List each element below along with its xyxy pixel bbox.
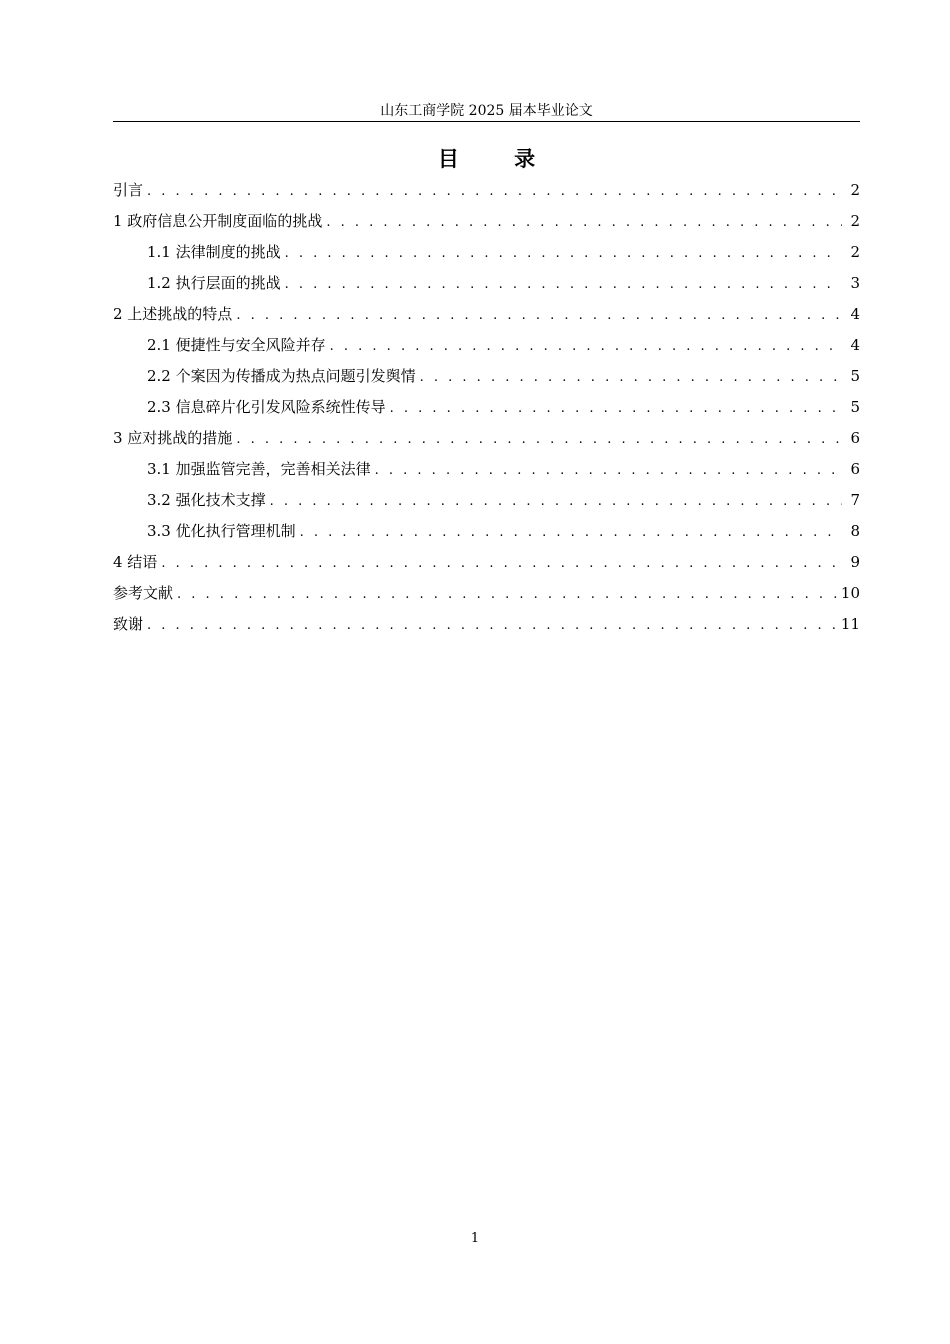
- toc-entry-label: 3.3 优化执行管理机制: [147, 522, 296, 540]
- toc-entry[interactable]: [113, 485, 860, 516]
- toc-dot-leader: [326, 207, 842, 238]
- toc-entry[interactable]: [113, 361, 860, 392]
- toc-entry-label: 3.2 强化技术支撑: [147, 491, 266, 509]
- toc-entry-label: 2.3 信息碎片化引发风险系统性传导: [147, 398, 386, 416]
- toc-dot-leader: [390, 393, 842, 424]
- toc-entry-page: 5: [850, 367, 860, 385]
- toc-dot-leader: [161, 548, 842, 579]
- toc-dot-leader: [147, 610, 837, 641]
- toc-dot-leader: [236, 300, 842, 331]
- toc-entry-label: 1.1 法律制度的挑战: [147, 243, 281, 261]
- toc-entry-page: 6: [850, 429, 860, 447]
- toc-dot-leader: [285, 238, 842, 269]
- toc-dot-leader: [177, 579, 837, 610]
- toc-entry-label: 2 上述挑战的特点: [113, 305, 233, 323]
- toc-title: 目 录: [437, 146, 560, 171]
- toc-entry-label: 4 结语: [113, 553, 158, 571]
- running-header: 山东工商学院 2025 届本毕业论文: [380, 103, 593, 119]
- toc-entry[interactable]: [113, 454, 860, 485]
- toc-entry-page: 9: [850, 553, 860, 571]
- toc-dot-leader: [270, 486, 842, 517]
- toc-entry[interactable]: [113, 237, 860, 268]
- toc-entry-page: 4: [850, 305, 860, 323]
- table-of-contents: [113, 175, 860, 640]
- toc-entry[interactable]: [113, 578, 860, 609]
- toc-entry-label: 3 应对挑战的措施: [113, 429, 233, 447]
- toc-entry[interactable]: [113, 609, 860, 640]
- toc-entry-page: 2: [850, 181, 860, 199]
- toc-entry-label: 3.1 加强监管完善，完善相关法律: [147, 460, 371, 478]
- toc-dot-leader: [300, 517, 842, 548]
- toc-dot-leader: [375, 455, 842, 486]
- toc-entry[interactable]: [113, 299, 860, 330]
- toc-entry-page: 10: [840, 584, 860, 602]
- toc-entry-page: 4: [850, 336, 860, 354]
- toc-entry-label: 2.1 便捷性与安全风险并存: [147, 336, 326, 354]
- toc-entry[interactable]: [113, 330, 860, 361]
- toc-entry-page: 2: [850, 243, 860, 261]
- toc-entry[interactable]: [113, 175, 860, 206]
- toc-entry-label: 1.2 执行层面的挑战: [147, 274, 281, 292]
- toc-entry-label: 致谢: [113, 615, 144, 633]
- toc-entry-page: 3: [850, 274, 860, 292]
- toc-entry-label: 参考文献: [113, 584, 174, 602]
- toc-entry-label: 引言: [113, 181, 144, 199]
- toc-entry[interactable]: [113, 268, 860, 299]
- toc-entry-label: 2.2 个案因为传播成为热点问题引发舆情: [147, 367, 416, 385]
- toc-dot-leader: [236, 424, 842, 455]
- toc-entry[interactable]: [113, 423, 860, 454]
- toc-entry-page: 7: [850, 491, 860, 509]
- header-rule: [113, 121, 860, 122]
- toc-entry[interactable]: [113, 516, 860, 547]
- toc-entry-page: 2: [850, 212, 860, 230]
- toc-entry-label: 1 政府信息公开制度面临的挑战: [113, 212, 323, 230]
- toc-entry-page: 6: [850, 460, 860, 478]
- toc-entry-page: 5: [850, 398, 860, 416]
- toc-entry[interactable]: [113, 392, 860, 423]
- page-number: 1: [470, 1231, 480, 1246]
- toc-dot-leader: [147, 176, 842, 207]
- toc-entry-page: 8: [850, 522, 860, 540]
- toc-dot-leader: [420, 362, 842, 393]
- toc-entry[interactable]: [113, 206, 860, 237]
- toc-dot-leader: [285, 269, 842, 300]
- toc-dot-leader: [330, 331, 842, 362]
- toc-entry-page: 11: [840, 615, 860, 633]
- toc-entry[interactable]: [113, 547, 860, 578]
